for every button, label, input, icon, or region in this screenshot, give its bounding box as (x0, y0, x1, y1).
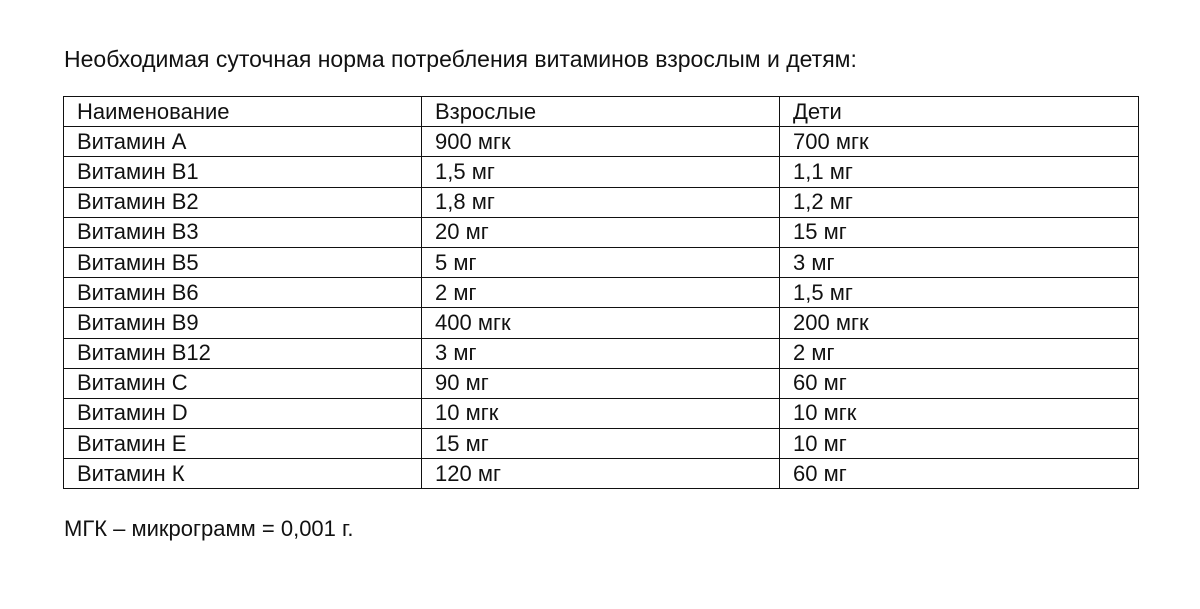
table-row (64, 278, 1139, 308)
child-dose-cell: 2 мг (780, 338, 1139, 368)
vitamin-name-cell: Витамин В9 (64, 308, 422, 338)
table-header-row (64, 97, 1139, 127)
header-adults: Взрослые (422, 97, 780, 127)
vitamin-name-cell: Витамин В12 (64, 338, 422, 368)
child-dose-cell: 1,2 мг (780, 187, 1139, 217)
child-dose-cell: 10 мгк (780, 398, 1139, 428)
table-row (64, 429, 1139, 459)
adult-dose-cell: 20 мг (422, 217, 780, 247)
child-dose-cell: 1,1 мг (780, 157, 1139, 187)
table-row (64, 398, 1139, 428)
adult-dose-cell: 900 мгк (422, 127, 780, 157)
document-title: Необходимая суточная норма потребления витаминов взрослым и детям: (64, 46, 857, 72)
table-row (64, 217, 1139, 247)
table-row (64, 308, 1139, 338)
vitamin-name-cell: Витамин В6 (64, 278, 422, 308)
table-row (64, 157, 1139, 187)
table-row (64, 247, 1139, 277)
table-row (64, 368, 1139, 398)
child-dose-cell: 700 мгк (780, 127, 1139, 157)
vitamin-name-cell: Витамин В3 (64, 217, 422, 247)
footnote: МГК – микрограмм = 0,001 г. (64, 516, 354, 541)
adult-dose-cell: 2 мг (422, 278, 780, 308)
vitamin-name-cell: Витамин А (64, 127, 422, 157)
header-children: Дети (780, 97, 1139, 127)
child-dose-cell: 60 мг (780, 459, 1139, 489)
child-dose-cell: 200 мгк (780, 308, 1139, 338)
child-dose-cell: 15 мг (780, 217, 1139, 247)
adult-dose-cell: 90 мг (422, 368, 780, 398)
vitamin-name-cell: Витамин К (64, 459, 422, 489)
adult-dose-cell: 1,8 мг (422, 187, 780, 217)
vitamin-name-cell: Витамин В2 (64, 187, 422, 217)
header-name: Наименование (64, 97, 422, 127)
child-dose-cell: 1,5 мг (780, 278, 1139, 308)
table-row (64, 338, 1139, 368)
adult-dose-cell: 3 мг (422, 338, 780, 368)
child-dose-cell: 3 мг (780, 247, 1139, 277)
adult-dose-cell: 5 мг (422, 247, 780, 277)
vitamin-name-cell: Витамин D (64, 398, 422, 428)
vitamin-name-cell: Витамин Е (64, 429, 422, 459)
vitamin-name-cell: Витамин В1 (64, 157, 422, 187)
vitamin-name-cell: Витамин С (64, 368, 422, 398)
adult-dose-cell: 15 мг (422, 429, 780, 459)
child-dose-cell: 10 мг (780, 429, 1139, 459)
vitamin-norms-table (63, 96, 1139, 489)
table-row (64, 127, 1139, 157)
adult-dose-cell: 400 мгк (422, 308, 780, 338)
table-row (64, 459, 1139, 489)
vitamin-name-cell: Витамин В5 (64, 247, 422, 277)
table-row (64, 187, 1139, 217)
adult-dose-cell: 1,5 мг (422, 157, 780, 187)
adult-dose-cell: 120 мг (422, 459, 780, 489)
child-dose-cell: 60 мг (780, 368, 1139, 398)
adult-dose-cell: 10 мгк (422, 398, 780, 428)
